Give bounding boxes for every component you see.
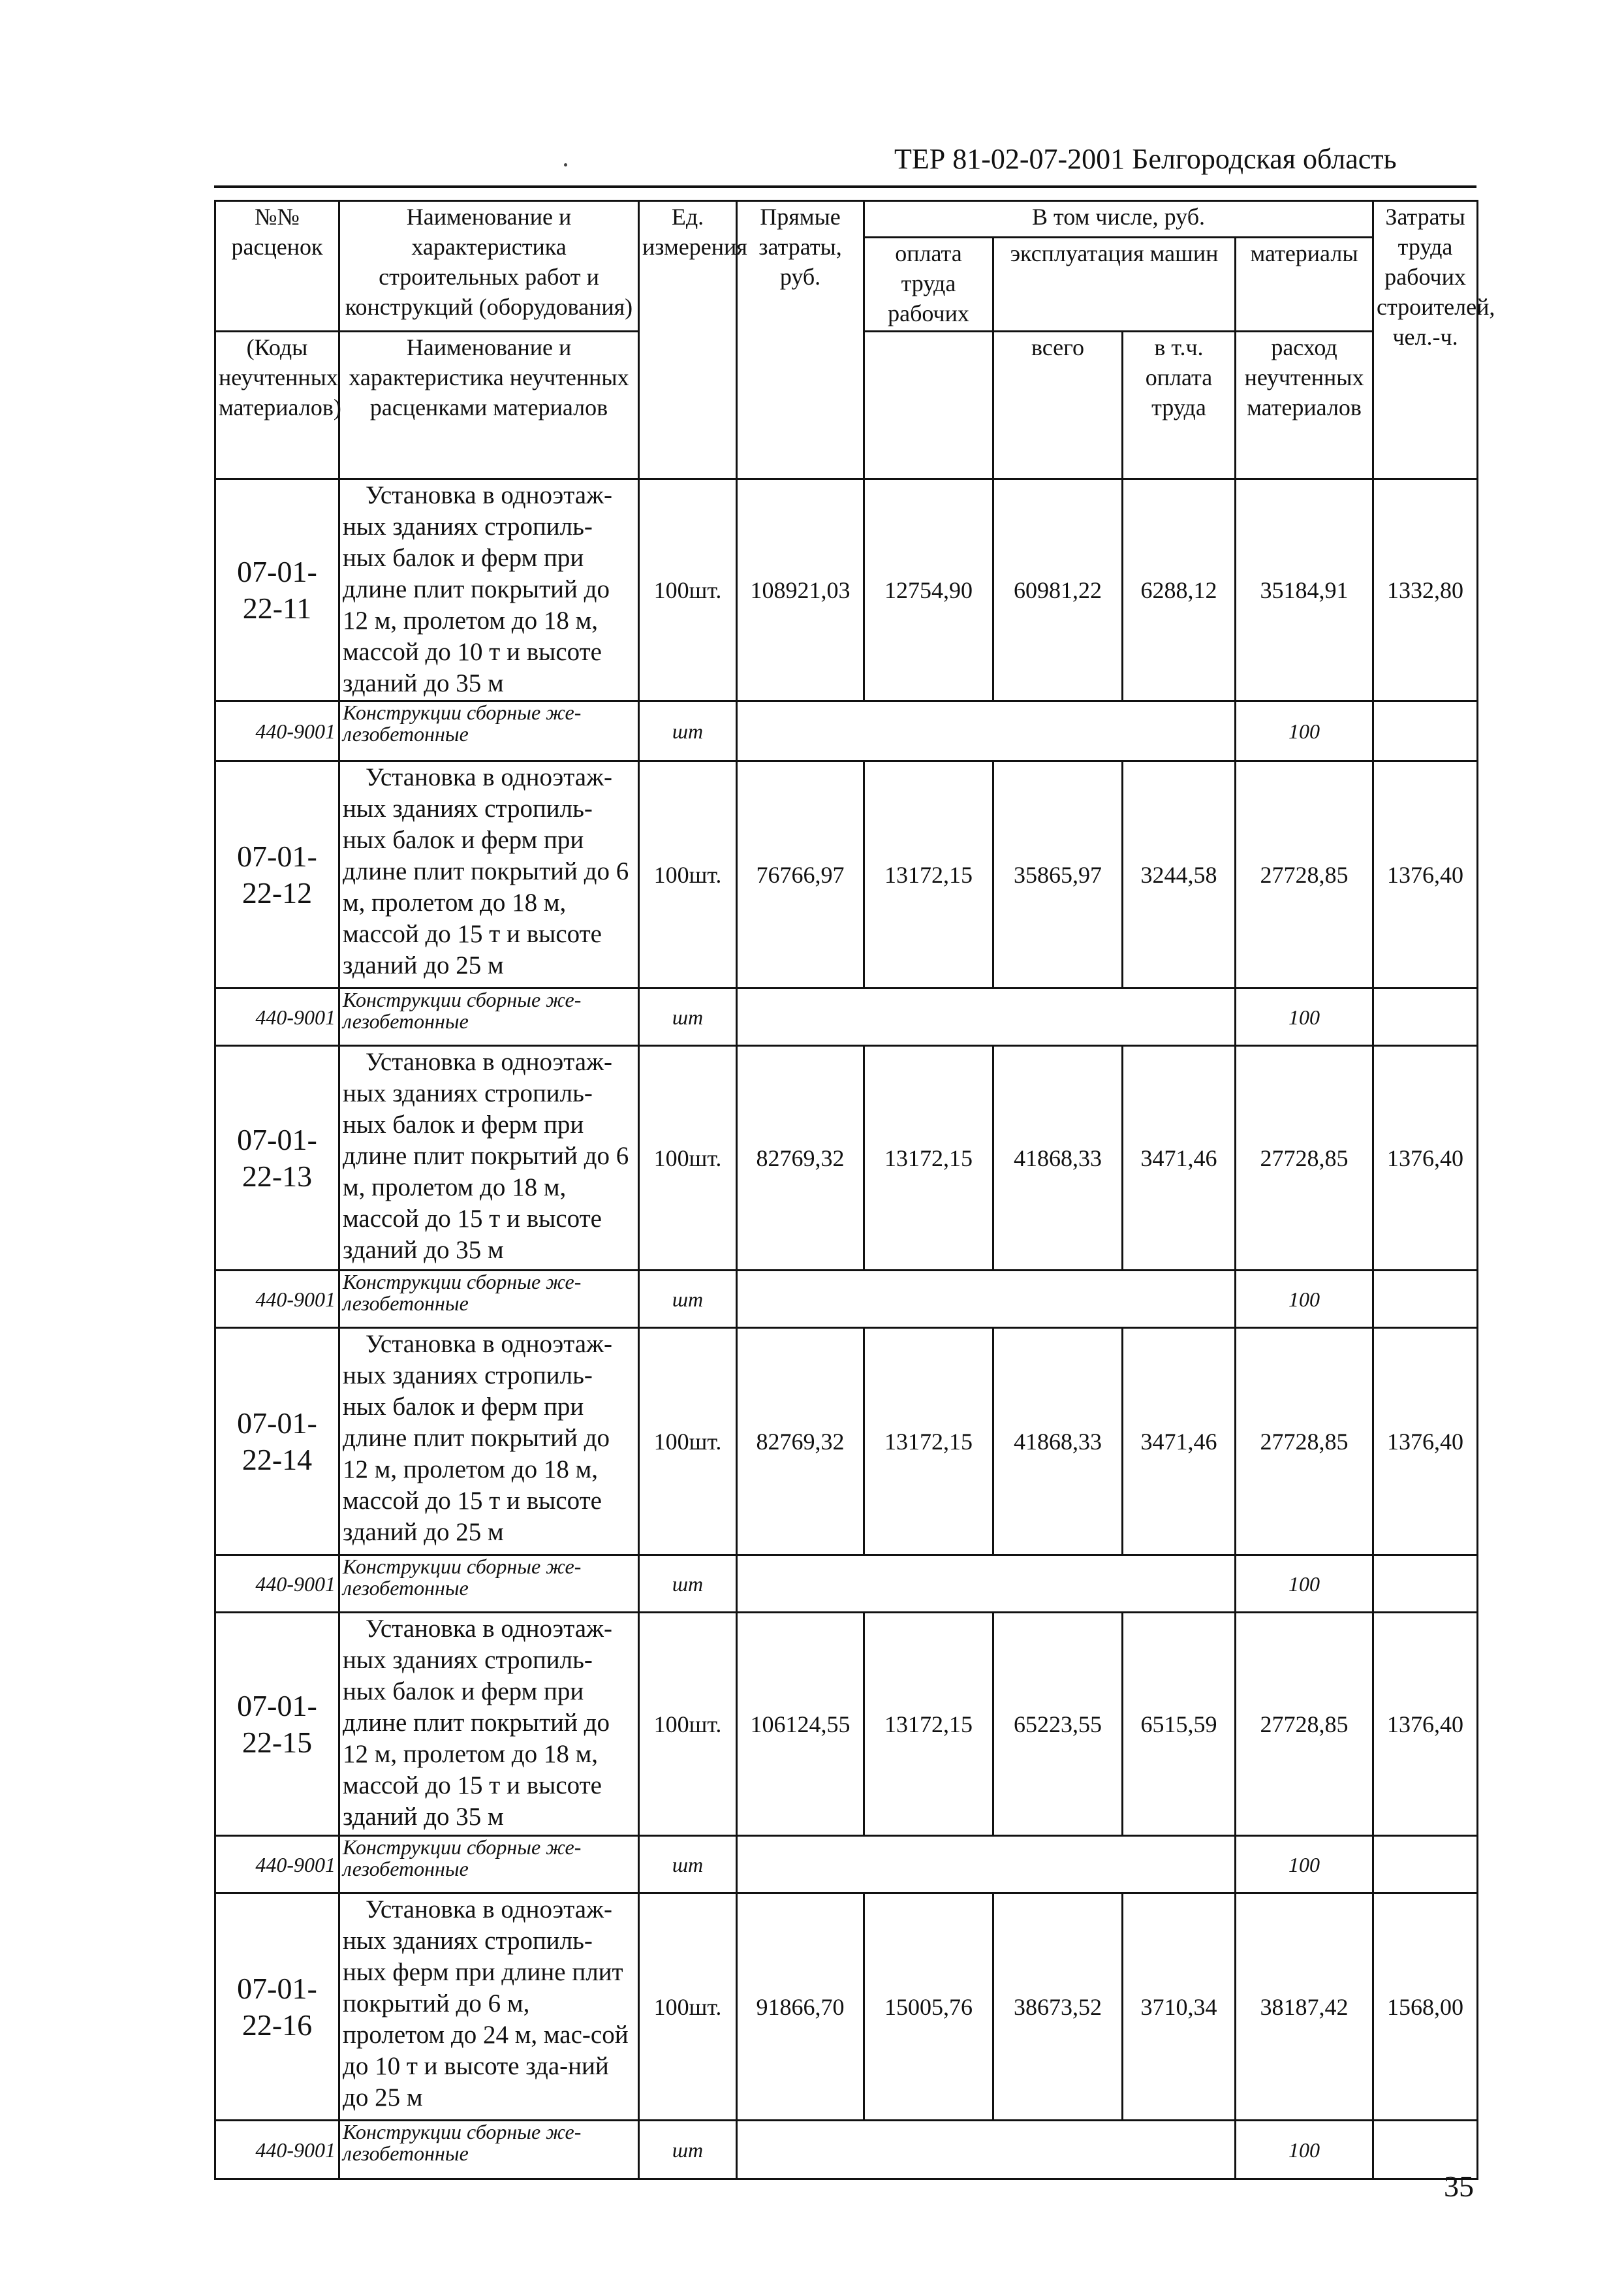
material-labor-empty	[1373, 701, 1478, 761]
rate-unit: 100шт.	[639, 1893, 737, 2121]
col-name: Наименование и характеристика строительных работ и конструкций (оборудования)	[339, 201, 639, 332]
material-name: Конструкции сборные же-лезобетонные	[339, 1555, 639, 1613]
material-empty	[737, 988, 1236, 1046]
rate-description	[339, 1328, 639, 1555]
rate-unit: 100шт.	[639, 1046, 737, 1271]
rate-materials: 27728,85	[1236, 1046, 1373, 1271]
col-labor: Затраты труда рабочих строителей, чел.-ч.	[1373, 201, 1478, 479]
rate-row	[215, 479, 1478, 701]
rate-description-lead: Установка в одноэтаж-	[365, 1048, 612, 1076]
rate-description	[339, 761, 639, 988]
rate-direct-cost: 82769,32	[737, 1328, 864, 1555]
rate-machines: 38673,52	[993, 1893, 1123, 2121]
rate-machines: 65223,55	[993, 1613, 1123, 1836]
rate-machines-wage: 6288,12	[1123, 479, 1236, 701]
rate-materials: 27728,85	[1236, 1328, 1373, 1555]
material-labor-empty	[1373, 988, 1478, 1046]
material-name: Конструкции сборные же-лезобетонные	[339, 1271, 639, 1328]
material-name: Конструкции сборные же-лезобетонные	[339, 2121, 639, 2179]
rate-unit: 100шт.	[639, 761, 737, 988]
rate-row	[215, 761, 1478, 988]
rate-row	[215, 1328, 1478, 1555]
material-code: 440-9001	[215, 1271, 339, 1328]
material-row	[215, 988, 1478, 1046]
rate-description-rest: ных зданиях стропиль-ных балок и ферм при длине плит покрытий до 12 м, пролетом до 18 м, массой до 15 т и высоте зданий до 35 м	[343, 1646, 610, 1831]
material-empty	[737, 1836, 1236, 1893]
scan-dot	[564, 163, 567, 166]
material-row	[215, 1271, 1478, 1328]
col-codes: (Коды неучтенных материалов)	[215, 332, 339, 479]
material-qty: 100	[1236, 1271, 1373, 1328]
material-name: Конструкции сборные же-лезобетонные	[339, 988, 639, 1046]
rate-wage: 12754,90	[864, 479, 993, 701]
rate-labor: 1568,00	[1373, 1893, 1478, 2121]
table-body	[215, 479, 1478, 2179]
material-code: 440-9001	[215, 701, 339, 761]
rate-wage: 13172,15	[864, 1046, 993, 1271]
rate-machines: 41868,33	[993, 1046, 1123, 1271]
rate-wage: 15005,76	[864, 1893, 993, 2121]
material-unit: шт	[639, 2121, 737, 2179]
rate-materials: 27728,85	[1236, 1613, 1373, 1836]
rate-description-lead: Установка в одноэтаж-	[365, 1615, 612, 1643]
rate-code: 07-01-22-11	[215, 479, 339, 701]
rate-machines-wage: 6515,59	[1123, 1613, 1236, 1836]
rate-code: 07-01-22-13	[215, 1046, 339, 1271]
col-name2: Наименование и характеристика неучтенных расценками материалов	[339, 332, 639, 479]
rate-description	[339, 1613, 639, 1836]
rate-materials: 38187,42	[1236, 1893, 1373, 2121]
rate-direct-cost: 76766,97	[737, 761, 864, 988]
rate-labor: 1376,40	[1373, 1328, 1478, 1555]
rate-code: 07-01-22-15	[215, 1613, 339, 1836]
col-consumption: расход неучтенных материалов	[1236, 332, 1373, 479]
material-code: 440-9001	[215, 1836, 339, 1893]
rate-unit: 100шт.	[639, 1328, 737, 1555]
rate-description-rest: ных зданиях стропиль-ных балок и ферм при длине плит покрытий до 6 м, пролетом до 18 м, массой до 15 т и высоте зданий до 25 м	[343, 795, 629, 979]
col-total: всего	[993, 332, 1123, 479]
page-header: ТЕР 81-02-07-2001 Белгородская область	[894, 143, 1397, 175]
header-rule	[214, 185, 1476, 188]
rate-wage: 13172,15	[864, 1613, 993, 1836]
rate-machines: 35865,97	[993, 761, 1123, 988]
material-unit: шт	[639, 701, 737, 761]
material-qty: 100	[1236, 2121, 1373, 2179]
rate-labor: 1376,40	[1373, 1613, 1478, 1836]
material-unit: шт	[639, 1836, 737, 1893]
rate-machines: 41868,33	[993, 1328, 1123, 1555]
table-header	[215, 201, 1495, 479]
col-materials: материалы	[1236, 238, 1373, 332]
rate-machines: 60981,22	[993, 479, 1123, 701]
rate-description-lead: Установка в одноэтаж-	[365, 481, 612, 509]
col-incl: В том числе, руб.	[864, 201, 1373, 238]
rate-labor: 1332,80	[1373, 479, 1478, 701]
col-direct: Прямые затраты, руб.	[737, 201, 864, 479]
material-unit: шт	[639, 988, 737, 1046]
rate-row	[215, 1613, 1478, 1836]
material-empty	[737, 1555, 1236, 1613]
rate-labor: 1376,40	[1373, 761, 1478, 988]
material-qty: 100	[1236, 988, 1373, 1046]
material-qty: 100	[1236, 1555, 1373, 1613]
page-number: 35	[1444, 2170, 1474, 2203]
col-wage-cont	[864, 332, 993, 479]
rate-unit: 100шт.	[639, 1613, 737, 1836]
rate-wage: 13172,15	[864, 761, 993, 988]
col-incl-wage: в т.ч. оплата труда	[1123, 332, 1236, 479]
rate-description	[339, 1893, 639, 2121]
rate-description-lead: Установка в одноэтаж-	[365, 1895, 612, 1923]
material-code: 440-9001	[215, 2121, 339, 2179]
material-empty	[737, 701, 1236, 761]
rate-labor: 1376,40	[1373, 1046, 1478, 1271]
rate-machines-wage: 3244,58	[1123, 761, 1236, 988]
rate-materials: 35184,91	[1236, 479, 1373, 701]
material-row	[215, 1555, 1478, 1613]
rate-description-rest: ных зданиях стропиль-ных балок и ферм при длине плит покрытий до 6 м, пролетом до 18 м, массой до 15 т и высоте зданий до 35 м	[343, 1079, 629, 1264]
rate-description-rest: ных зданиях стропиль-ных ферм при длине плит покрытий до 6 м, пролетом до 24 м, мас-сой до 10 т и высоте зда-ний до 25 м	[343, 1927, 629, 2111]
rate-description	[339, 1046, 639, 1271]
material-empty	[737, 1271, 1236, 1328]
rate-code: 07-01-22-12	[215, 761, 339, 988]
material-labor-empty	[1373, 1836, 1478, 1893]
material-row	[215, 1836, 1478, 1893]
material-name: Конструкции сборные же-лезобетонные	[339, 701, 639, 761]
rate-row	[215, 1893, 1478, 2121]
rate-machines-wage: 3710,34	[1123, 1893, 1236, 2121]
rate-materials: 27728,85	[1236, 761, 1373, 988]
rate-machines-wage: 3471,46	[1123, 1328, 1236, 1555]
rate-wage: 13172,15	[864, 1328, 993, 1555]
material-labor-empty	[1373, 1271, 1478, 1328]
rate-description-rest: ных зданиях стропиль-ных балок и ферм при длине плит покрытий до 12 м, пролетом до 18 м, массой до 15 т и высоте зданий до 25 м	[343, 1361, 610, 1546]
rate-unit: 100шт.	[639, 479, 737, 701]
rates-table	[214, 200, 1495, 2180]
col-machines: эксплуатация машин	[993, 238, 1236, 332]
rate-row	[215, 1046, 1478, 1271]
material-qty: 100	[1236, 701, 1373, 761]
rate-code: 07-01-22-14	[215, 1328, 339, 1555]
rate-description-lead: Установка в одноэтаж-	[365, 763, 612, 791]
material-unit: шт	[639, 1271, 737, 1328]
material-empty	[737, 2121, 1236, 2179]
rate-machines-wage: 3471,46	[1123, 1046, 1236, 1271]
material-code: 440-9001	[215, 1555, 339, 1613]
rate-direct-cost: 91866,70	[737, 1893, 864, 2121]
rate-description-rest: ных зданиях стропиль-ных балок и ферм при длине плит покрытий до 12 м, пролетом до 18 м, массой до 10 т и высоте зданий до 35 м	[343, 513, 610, 697]
col-num: №№ расценок	[215, 201, 339, 332]
col-wage: оплата труда рабочих	[864, 238, 993, 332]
material-name: Конструкции сборные же-лезобетонные	[339, 1836, 639, 1893]
rate-description-lead: Установка в одноэтаж-	[365, 1330, 612, 1358]
rate-direct-cost: 106124,55	[737, 1613, 864, 1836]
material-qty: 100	[1236, 1836, 1373, 1893]
rate-direct-cost: 82769,32	[737, 1046, 864, 1271]
material-labor-empty	[1373, 1555, 1478, 1613]
material-row	[215, 2121, 1478, 2179]
rate-direct-cost: 108921,03	[737, 479, 864, 701]
material-code: 440-9001	[215, 988, 339, 1046]
rate-code: 07-01-22-16	[215, 1893, 339, 2121]
rate-description	[339, 479, 639, 701]
col-unit: Ед. измерения	[639, 201, 737, 479]
material-row	[215, 701, 1478, 761]
material-unit: шт	[639, 1555, 737, 1613]
